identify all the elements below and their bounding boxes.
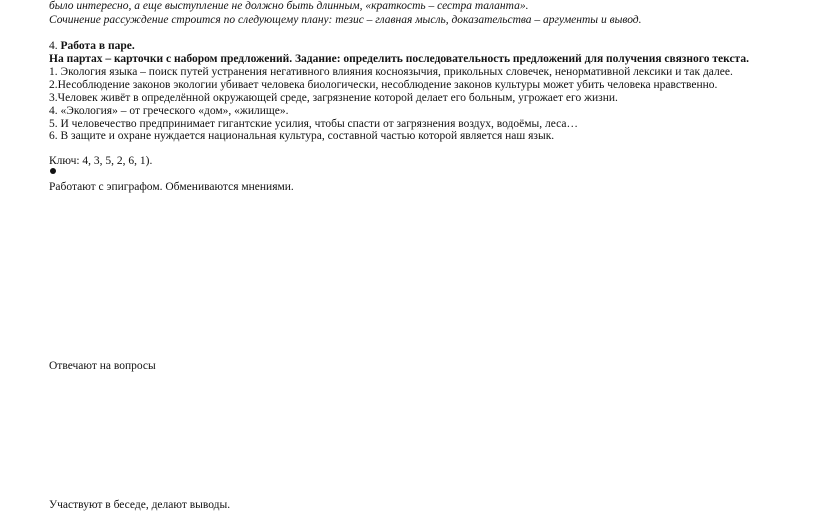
sentence-4: 4. «Экология» – от греческого «дом», «жилище». <box>49 105 289 117</box>
activity-epigraph: Работают с эпиграфом. Обмениваются мнениями. <box>49 181 294 193</box>
intro-line-1: было интересно, а еще выступление не должно быть длинным, «краткость – сестра таланта». <box>49 0 529 12</box>
sentence-6: 6. В защите и охране нуждается национальная культура, составной частью которой является наш язык. <box>49 130 555 142</box>
answer-key: Ключ: 4, 3, 5, 2, 6, 1). <box>49 155 153 167</box>
intro-line-2: Сочинение рассуждение строится по следующему плану: тезис – главная мысль, доказательства – аргументы и вывод. <box>49 14 642 26</box>
task-number: 4. <box>49 40 58 52</box>
activity-conclusions: Участвуют в беседе, делают выводы. <box>49 499 231 511</box>
task-heading <box>49 39 135 53</box>
activity-questions: Отвечают на вопросы <box>49 360 156 372</box>
sentence-5: 5. И человечество предпринимает гигантские усилия, чтобы спасти от загрязнения воздух, водоёмы, леса… <box>49 118 578 130</box>
sentence-1: 1. Экология языка – поиск путей устранения негативного влияния косноязычия, прикольных словечек, ненормативной лексики и так далее. <box>49 66 733 78</box>
sentence-3: 3.Человек живёт в определённой окружающей среде, загрязнение которой делает его больным, угрожает его жизни. <box>49 92 618 104</box>
task-title: Работа в паре. <box>60 40 135 52</box>
bullet-icon <box>50 168 56 174</box>
sentence-2: 2.Несоблюдение законов экологии убивает человека биологически, несоблюдение законов культуры может убить человека нравственно. <box>49 79 718 91</box>
task-instruction: На партах – карточки с набором предложений. Задание: определить последовательность предложений для получения связного текста. <box>49 53 749 65</box>
